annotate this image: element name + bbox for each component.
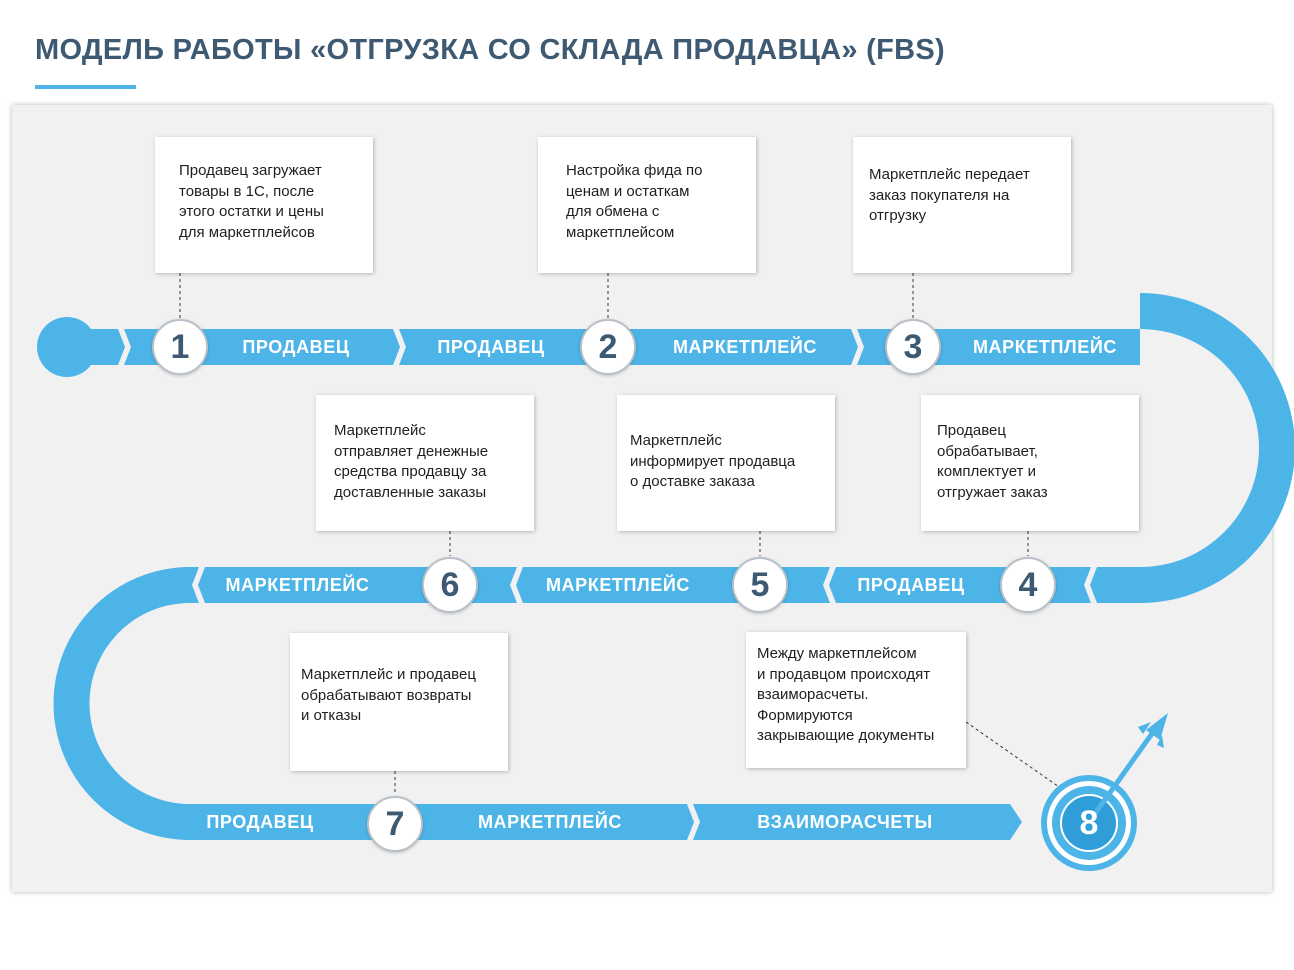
segment-label-row1-1: ПРОДАВЕЦ xyxy=(242,337,350,357)
step-number-4: 4 xyxy=(1000,557,1056,613)
step-card-5 xyxy=(617,395,835,531)
step-card-text: Продавец загружает товары в 1С, после этого остатки и цены для маркетплейсов xyxy=(179,162,324,241)
step-card-1 xyxy=(155,137,373,273)
page-title: МОДЕЛЬ РАБОТЫ «ОТГРУЗКА СО СКЛАДА ПРОДАВЦА» (FBS) xyxy=(35,34,945,66)
step-card-text: Маркетплейс информирует продавца о доставке заказа xyxy=(630,432,796,490)
segment-label-row3-1: ПРОДАВЕЦ xyxy=(206,812,314,832)
start-dot-icon xyxy=(37,317,97,377)
step-card-text: Между маркетплейсом и продавцом происходят взаиморасчеты. Формируются закрывающие документы xyxy=(757,645,935,744)
segment-label-row2-1: ПРОДАВЕЦ xyxy=(857,575,965,595)
step-card-text: Настройка фида по ценам и остаткам для обмена с маркетплейсом xyxy=(566,162,703,241)
step-card-text: Маркетплейс передает заказ покупателя на отгрузку xyxy=(869,166,1030,224)
step-card-4 xyxy=(921,395,1139,531)
segment-label-row1-4: МАРКЕТПЛЕЙС xyxy=(972,337,1118,357)
track-turn-left xyxy=(54,567,191,840)
track-turn-right xyxy=(1140,293,1294,603)
step-number-6: 6 xyxy=(422,557,478,613)
step-number-5: 5 xyxy=(732,557,788,613)
step-number-8: 8 xyxy=(1079,804,1099,842)
step-number-3: 3 xyxy=(885,319,941,375)
track-end-arrow xyxy=(1010,804,1022,840)
step-card-8 xyxy=(746,632,966,768)
step-card-2 xyxy=(538,137,756,273)
step-number-1: 1 xyxy=(152,319,208,375)
segment-label-row2-2: МАРКЕТПЛЕЙС xyxy=(545,575,691,595)
step-card-6 xyxy=(316,395,534,531)
step-number-2: 2 xyxy=(580,319,636,375)
segment-label-row3-2: МАРКЕТПЛЕЙС xyxy=(477,812,623,832)
connector-8 xyxy=(966,722,1062,789)
segment-label-row3-3: ВЗАИМОРАСЧЕТЫ xyxy=(757,812,933,832)
segment-label-row2-3: МАРКЕТПЛЕЙС xyxy=(225,575,370,595)
segment-label-row1-3: МАРКЕТПЛЕЙС xyxy=(672,337,818,357)
segment-label-row1-2: ПРОДАВЕЦ xyxy=(437,337,545,357)
step-card-7 xyxy=(290,633,508,771)
step-card-text: Продавец обрабатывает, комплектует и отгружает заказ xyxy=(937,422,1048,501)
step-card-text: Маркетплейс отправляет денежные средства продавцу за доставленные заказы xyxy=(334,422,489,501)
step-card-3 xyxy=(853,137,1071,273)
step-card-text: Маркетплейс и продавец обрабатывают возвраты и отказы xyxy=(301,666,476,724)
step-number-7: 7 xyxy=(367,796,423,852)
